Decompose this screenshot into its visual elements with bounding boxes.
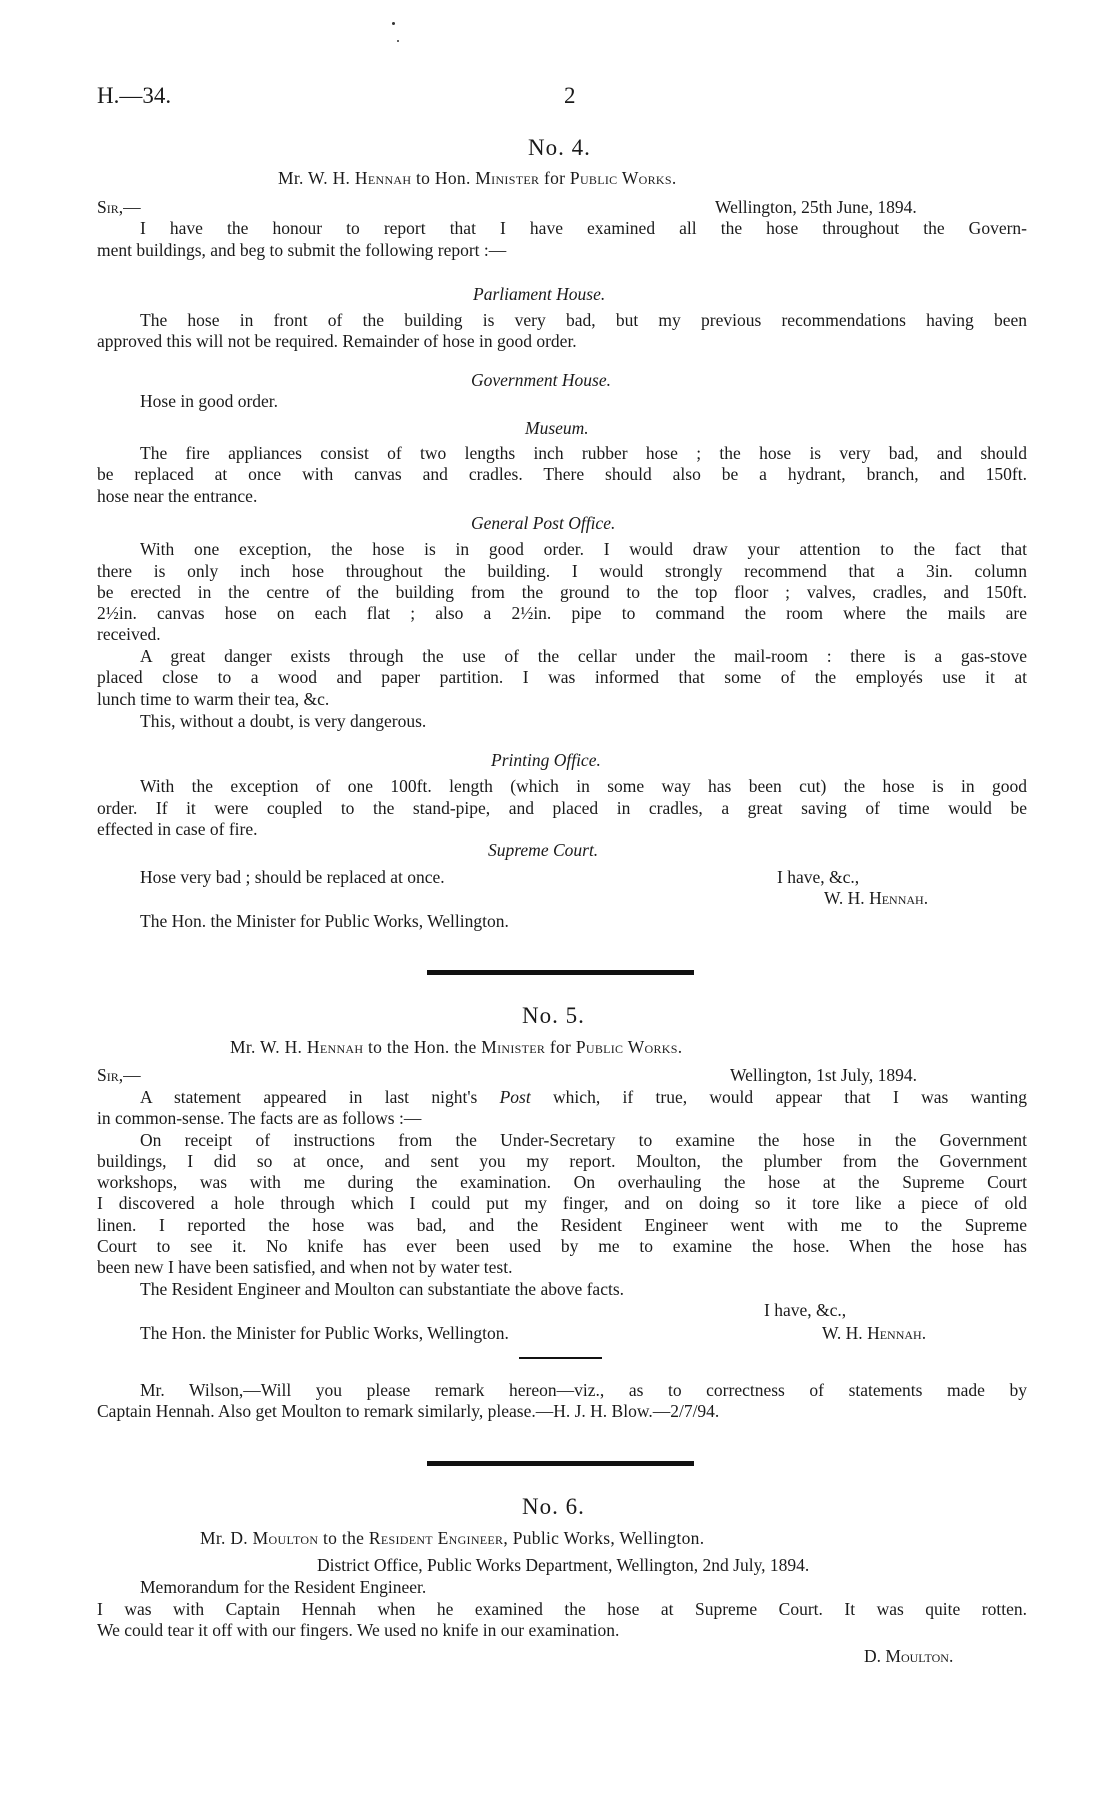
dateline: Wellington, 1st July, 1894. bbox=[730, 1065, 918, 1085]
paragraph-line: On receipt of instructions from the Under-Secretary to examine the hose in the Government bbox=[140, 1130, 1027, 1150]
section-title-supreme: Supreme Court. bbox=[488, 840, 599, 860]
section-title-government: Government House. bbox=[471, 370, 611, 390]
document-reference: H.—34. bbox=[97, 83, 172, 108]
paragraph-line: With the exception of one 100ft. length (which in some way has been cut) the hose is in good bbox=[140, 776, 1027, 796]
minute-divider bbox=[519, 1357, 602, 1359]
paragraph-line: been new I have been satisfied, and when not by water test. bbox=[97, 1257, 513, 1277]
paragraph-line: 2½in. canvas hose on each flat ; also a 2½in. pipe to command the room where the mails are bbox=[97, 603, 1027, 623]
paragraph-line: effected in case of fire. bbox=[97, 819, 258, 839]
paragraph-line: The hose in front of the building is very bad, but my previous recommendations having been bbox=[140, 310, 1027, 330]
section-title-printing: Printing Office. bbox=[491, 750, 601, 770]
intro-line: I have the honour to report that I have examined all the hose throughout the Govern- bbox=[140, 218, 1027, 238]
paragraph-line: Court to see it. No knife has ever been used by me to examine the hose. When the hose has bbox=[97, 1236, 1027, 1256]
addressee: The Hon. the Minister for Public Works, Wellington. bbox=[140, 1323, 509, 1343]
intro-line: ment buildings, and beg to submit the following report :— bbox=[97, 240, 507, 260]
salutation: Sir,— bbox=[97, 1065, 141, 1085]
letter-heading-no5: No. 5. bbox=[522, 1003, 585, 1028]
section-divider bbox=[427, 1461, 694, 1466]
paragraph-line: received. bbox=[97, 624, 161, 644]
paragraph-line: I discovered a hole through which I could put my finger, and on doing so it tore like a piece of old bbox=[97, 1193, 1027, 1213]
paragraph-line: linen. I reported the hose was bad, and the Resident Engineer went with me to the Supreme bbox=[97, 1215, 1027, 1235]
paragraph-line: order. If it were coupled to the stand-pipe, and placed in cradles, a great saving of time would be bbox=[97, 798, 1027, 818]
intro-line: in common-sense. The facts are as follows :— bbox=[97, 1108, 422, 1128]
paragraph-line: We could tear it off with our fingers. We used no knife in our examination. bbox=[97, 1620, 620, 1640]
paragraph-line: be replaced at once with canvas and cradles. There should also be a hydrant, branch, and 150ft. bbox=[97, 464, 1027, 484]
dateline: Wellington, 25th June, 1894. bbox=[715, 197, 917, 217]
closing-formula: I have, &c., bbox=[764, 1300, 847, 1320]
closing-formula: I have, &c., bbox=[777, 867, 860, 887]
paragraph-line: With one exception, the hose is in good order. I would draw your attention to the fact that bbox=[140, 539, 1027, 559]
section-divider bbox=[427, 970, 694, 975]
ink-speck bbox=[397, 40, 399, 42]
dateline: District Office, Public Works Department, Wellington, 2nd July, 1894. bbox=[317, 1555, 810, 1575]
paragraph-line: The Resident Engineer and Moulton can substantiate the above facts. bbox=[140, 1279, 625, 1299]
paragraph-line: The fire appliances consist of two lengths inch rubber hose ; the hose is very bad, and should bbox=[140, 443, 1027, 463]
minute-line: Mr. Wilson,—Will you please remark hereon—viz., as to correctness of statements made by bbox=[140, 1380, 1027, 1400]
intro-line: A statement appeared in last night's Post which, if true, would appear that I was wanting bbox=[140, 1087, 1027, 1107]
salutation: Sir,— bbox=[97, 197, 141, 217]
section-title-parliament: Parliament House. bbox=[473, 284, 606, 304]
paragraph-line: lunch time to warm their tea, &c. bbox=[97, 689, 330, 709]
signature: W. H. Hennah. bbox=[822, 1323, 927, 1343]
paragraph-line: A great danger exists through the use of the cellar under the mail-room : there is a gas-stove bbox=[140, 646, 1027, 666]
letter-heading-no4: No. 4. bbox=[528, 135, 591, 160]
paragraph-line: workshops, was with me during the examination. On overhauling the hose at the Supreme Court bbox=[97, 1172, 1027, 1192]
page-number: 2 bbox=[564, 83, 576, 108]
addressee: The Hon. the Minister for Public Works, Wellington. bbox=[140, 911, 509, 931]
letter-subtitle-no5: Mr. W. H. Hennah to the Hon. the Minister for Public Works. bbox=[230, 1037, 683, 1057]
paragraph-line: This, without a doubt, is very dangerous. bbox=[140, 711, 427, 731]
letter-heading-no6: No. 6. bbox=[522, 1494, 585, 1519]
letter-subtitle-no6: Mr. D. Moulton to the Resident Engineer, Public Works, Wellington. bbox=[200, 1528, 705, 1548]
memo-heading: Memorandum for the Resident Engineer. bbox=[140, 1577, 427, 1597]
section-title-museum: Museum. bbox=[525, 418, 589, 438]
letter-subtitle-no4: Mr. W. H. Hennah to Hon. Minister for Public Works. bbox=[278, 168, 677, 188]
paragraph-line: placed close to a wood and paper partition. I was informed that some of the employés use it at bbox=[97, 667, 1027, 687]
paragraph-line: hose near the entrance. bbox=[97, 486, 258, 506]
paragraph-line: buildings, I did so at once, and sent you my report. Moulton, the plumber from the Government bbox=[97, 1151, 1027, 1171]
signature: W. H. Hennah. bbox=[824, 888, 929, 908]
minute-line: Captain Hennah. Also get Moulton to remark similarly, please.—H. J. H. Blow.—2/7/94. bbox=[97, 1401, 720, 1421]
paragraph-line: Hose very bad ; should be replaced at once. bbox=[140, 867, 445, 887]
paragraph-line: there is only inch hose throughout the building. I would strongly recommend that a 3in. column bbox=[97, 561, 1027, 581]
section-title-gpo: General Post Office. bbox=[471, 513, 616, 533]
ink-speck bbox=[392, 22, 395, 25]
paragraph-line: Hose in good order. bbox=[140, 391, 279, 411]
signature: D. Moulton. bbox=[864, 1646, 954, 1666]
paragraph-line: be erected in the centre of the building from the ground to the top floor ; valves, cradles, and 150ft. bbox=[97, 582, 1027, 602]
paragraph-line: approved this will not be required. Remainder of hose in good order. bbox=[97, 331, 577, 351]
paragraph-line: I was with Captain Hennah when he examined the hose at Supreme Court. It was quite rotten. bbox=[97, 1599, 1027, 1619]
